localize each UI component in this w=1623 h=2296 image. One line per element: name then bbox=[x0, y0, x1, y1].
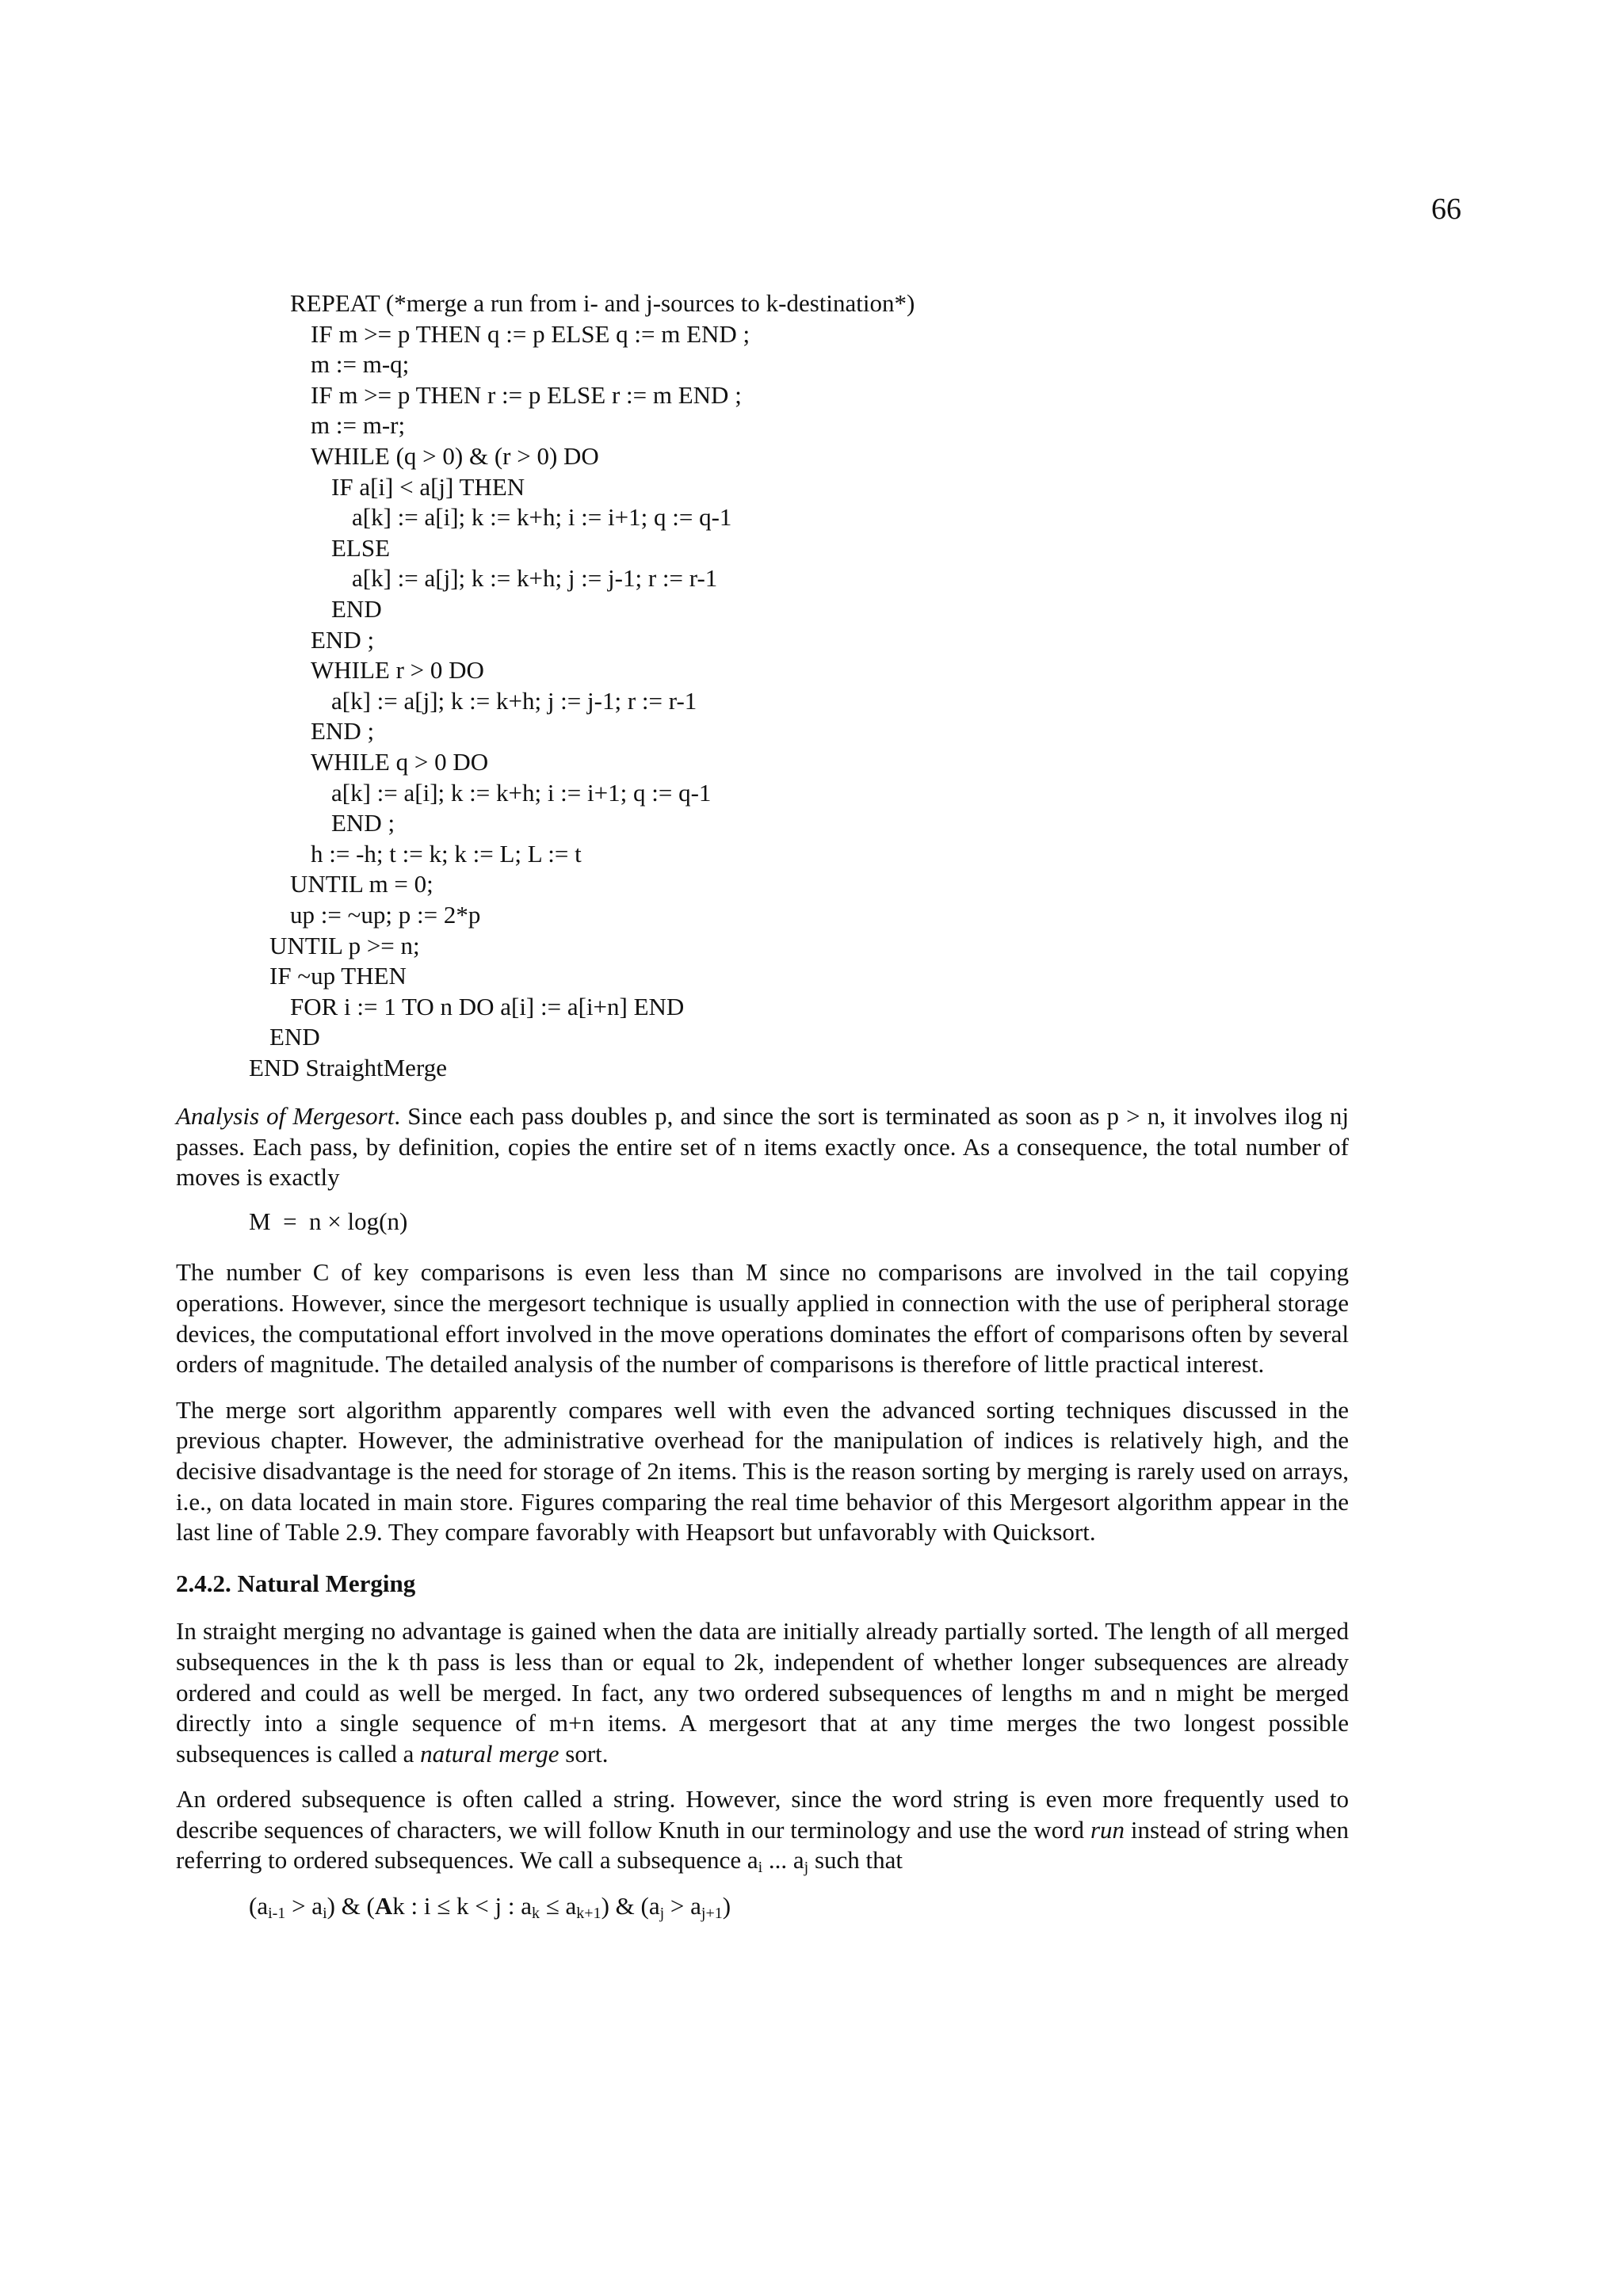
code-line: ELSE bbox=[331, 533, 391, 562]
run-tail: such that bbox=[808, 1846, 903, 1875]
run-term: run bbox=[1090, 1815, 1125, 1844]
code-line: up := ~up; p := 2*p bbox=[290, 901, 481, 929]
page-number: 66 bbox=[1431, 193, 1461, 226]
code-line: FOR i := 1 TO n DO a[i] := a[i+n] END bbox=[290, 992, 685, 1020]
forall-symbol: A bbox=[374, 1892, 393, 1920]
analysis-paragraph bbox=[176, 1101, 1349, 1193]
subscript: k+1 bbox=[576, 1905, 601, 1923]
code-line: a[k] := a[i]; k := k+h; i := i+1; q := q-1 bbox=[331, 778, 712, 807]
formula-part: > a bbox=[285, 1892, 323, 1920]
formula-part: ) & ( bbox=[327, 1892, 375, 1920]
code-line: a[k] := a[j]; k := k+h; j := j-1; r := r-1 bbox=[331, 686, 697, 715]
code-line: IF a[i] < a[j] THEN bbox=[331, 472, 525, 501]
overhead-paragraph: The merge sort algorithm apparently compares well with even the advanced sorting techniques discussed in the previous chapter. However, the administrative overhead for the manipulation of indices is relatively high, and the decisive disadvantage is the need for storage of 2n items. This is the reason sorting by merging is rarely used on arrays, i.e., on data located in main store. Figures comparing the real time behavior of this Mergesort algorithm appear in the last line of Table 2.9. They compare favorably with Heapsort but unfavorably with Quicksort. bbox=[176, 1395, 1349, 1547]
subscript: i bbox=[758, 1859, 763, 1877]
run-dots: ... a bbox=[762, 1846, 804, 1875]
code-line: END StraightMerge bbox=[249, 1054, 447, 1081]
code-line: a[k] := a[i]; k := k+h; i := i+1; q := q-1 bbox=[352, 503, 732, 532]
natural-merge-term: natural merge bbox=[420, 1739, 559, 1768]
code-line: a[k] := a[j]; k := k+h; j := j-1; r := r-1 bbox=[352, 564, 718, 593]
run-paragraph bbox=[176, 1784, 1349, 1876]
code-line: h := -h; t := k; k := L; L := t bbox=[311, 839, 582, 868]
code-line: UNTIL m = 0; bbox=[290, 870, 433, 898]
formula-part: ≤ a bbox=[540, 1892, 577, 1920]
moves-formula: M = n × log(n) bbox=[249, 1207, 408, 1235]
comparisons-paragraph: The number C of key comparisons is even less than M since no comparisons are involved in the tail copying operations. However, since the mergesort technique is usually applied in connection with the use of peripheral storage devices, the computational effort involved in the move operations dominates the effort of comparisons often by several orders of magnitude. The detailed analysis of the number of comparisons is therefore of little practical interest. bbox=[176, 1258, 1349, 1379]
analysis-lead: Analysis of Mergesort bbox=[176, 1102, 395, 1130]
subscript: j bbox=[804, 1859, 809, 1877]
code-line: IF ~up THEN bbox=[269, 962, 407, 990]
subscript: k bbox=[532, 1905, 540, 1923]
subscript: i bbox=[323, 1905, 327, 1923]
formula-part: > a bbox=[664, 1892, 701, 1920]
natural-merging-paragraph bbox=[176, 1616, 1349, 1769]
subscript: j bbox=[659, 1905, 665, 1923]
formula-part: (a bbox=[249, 1892, 269, 1920]
run-definition-formula bbox=[249, 1891, 1349, 1922]
code-line: WHILE (q > 0) & (r > 0) DO bbox=[311, 442, 599, 470]
body-text bbox=[176, 1101, 1349, 1922]
natural-text: In straight merging no advantage is gained when the data are initially already partially sorted. The length of all merged subsequences in the k th pass is less than or equal to 2k, independent of whether longer subsequences are already ordered and could as well be merged. In fact, any two ordered subsequences of lengths m and n might be merged directly into a single sequence of m+n items. A mergesort that at any time merges the two longest possible subsequences is called a bbox=[176, 1617, 1349, 1768]
run-mid: instead of string when referring to ordered subsequences. We call a subsequence a bbox=[176, 1815, 1349, 1875]
code-line: WHILE r > 0 DO bbox=[311, 656, 484, 685]
formula-part: ) bbox=[722, 1892, 731, 1920]
code-line: END ; bbox=[331, 809, 395, 837]
subscript: j+1 bbox=[701, 1905, 723, 1923]
analysis-text: . Since each pass doubles p, and since the sort is terminated as soon as p > n, it involves ilog nj passes. Each pass, by definition, copies the entire set of n items exactly once. As a consequence, the total number of moves is exactly bbox=[176, 1102, 1349, 1192]
code-line: IF m >= p THEN q := p ELSE q := m END ; bbox=[311, 319, 750, 348]
run-text: An ordered subsequence is often called a string. However, since the word string is even more frequently used to describe sequences of characters, we will follow Knuth in our terminology and use the word bbox=[176, 1785, 1349, 1844]
code-line: END ; bbox=[311, 717, 375, 746]
code-line: UNTIL p >= n; bbox=[269, 931, 420, 959]
code-line: END bbox=[269, 1023, 320, 1051]
section-heading: 2.4.2. Natural Merging bbox=[176, 1569, 416, 1597]
code-line: IF m >= p THEN r := p ELSE r := m END ; bbox=[311, 380, 742, 409]
code-line: END ; bbox=[311, 625, 375, 654]
formula-part: ) & (a bbox=[601, 1892, 660, 1920]
code-line: m := m-q; bbox=[311, 350, 410, 379]
subscript: i-1 bbox=[268, 1905, 286, 1923]
natural-tail: sort. bbox=[559, 1739, 609, 1768]
code-line: REPEAT (*merge a run from i- and j-sources to k-destination*) bbox=[290, 289, 915, 317]
code-line: END bbox=[331, 595, 382, 623]
code-line: m := m-r; bbox=[311, 411, 406, 440]
formula-part: k : i ≤ k < j : a bbox=[392, 1892, 532, 1920]
code-line: WHILE q > 0 DO bbox=[311, 748, 489, 776]
